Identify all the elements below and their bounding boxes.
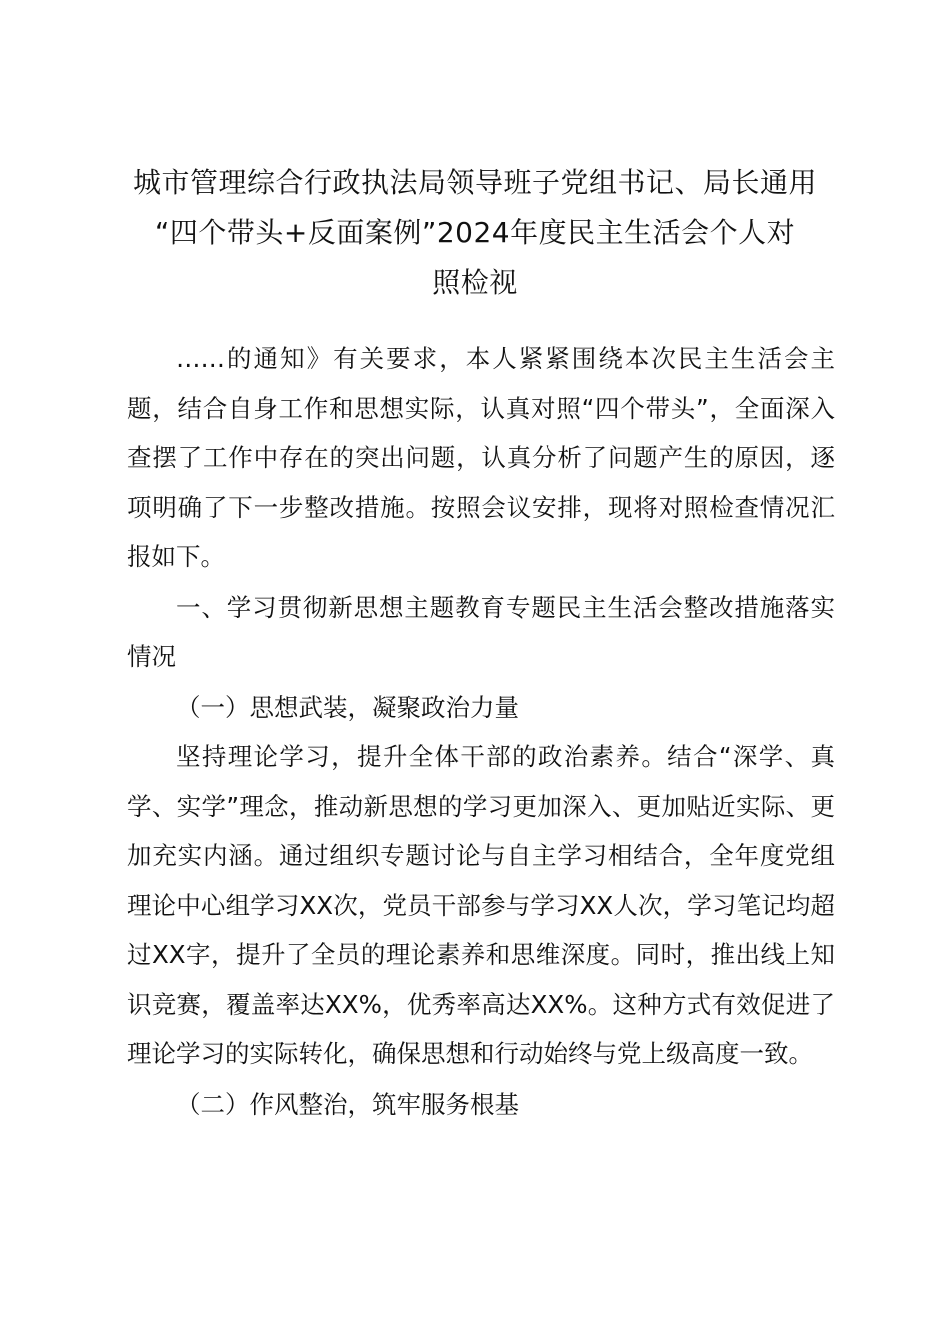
body-paragraph: 坚持理论学习，提升全体干部的政治素养。结合“深学、真学、实学”理念，推动新思想的学习更加深入、更加贴近实际、更加充实内涵。通过组织专题讨论与自主学习相结合，全年度党组理论中心组学习XX次，党员干部参与学习XX人次，学习笔记均超过XX字，提升了全员的理论素养和思维深度。同时，推出线上知识竞赛，覆盖率达XX%，优秀率高达XX%。这种方式有效促进了理论学习的实际转化，确保思想和行动始终与党上级高度一致。: [127, 742, 835, 1068]
title-line-2: “四个带头+反面案例”2024年度民主生活会个人对: [154, 216, 796, 249]
document-body: [127, 334, 835, 1129]
document-title: [110, 158, 840, 308]
intro-paragraph: ……的通知》有关要求，本人紧紧围绕本次民主生活会主题，结合自身工作和思想实际，认真对照“四个带头”，全面深入查摆了工作中存在的突出问题，认真分析了问题产生的原因，逐项明确了下一步整改措施。按照会议安排，现将对照检查情况汇报如下。: [127, 344, 835, 571]
title-line-3: 照检视: [432, 266, 518, 299]
subsection-heading-2: （二）作风整治，筑牢服务根基: [176, 1089, 519, 1119]
subsection-heading-1: （一）思想武装，凝聚政治力量: [176, 692, 519, 722]
title-line-1: 城市管理综合行政执法局领导班子党组书记、局长通用: [132, 166, 817, 199]
section-heading-1: 一、学习贯彻新思想主题教育专题民主生活会整改措施落实情况: [127, 592, 835, 671]
